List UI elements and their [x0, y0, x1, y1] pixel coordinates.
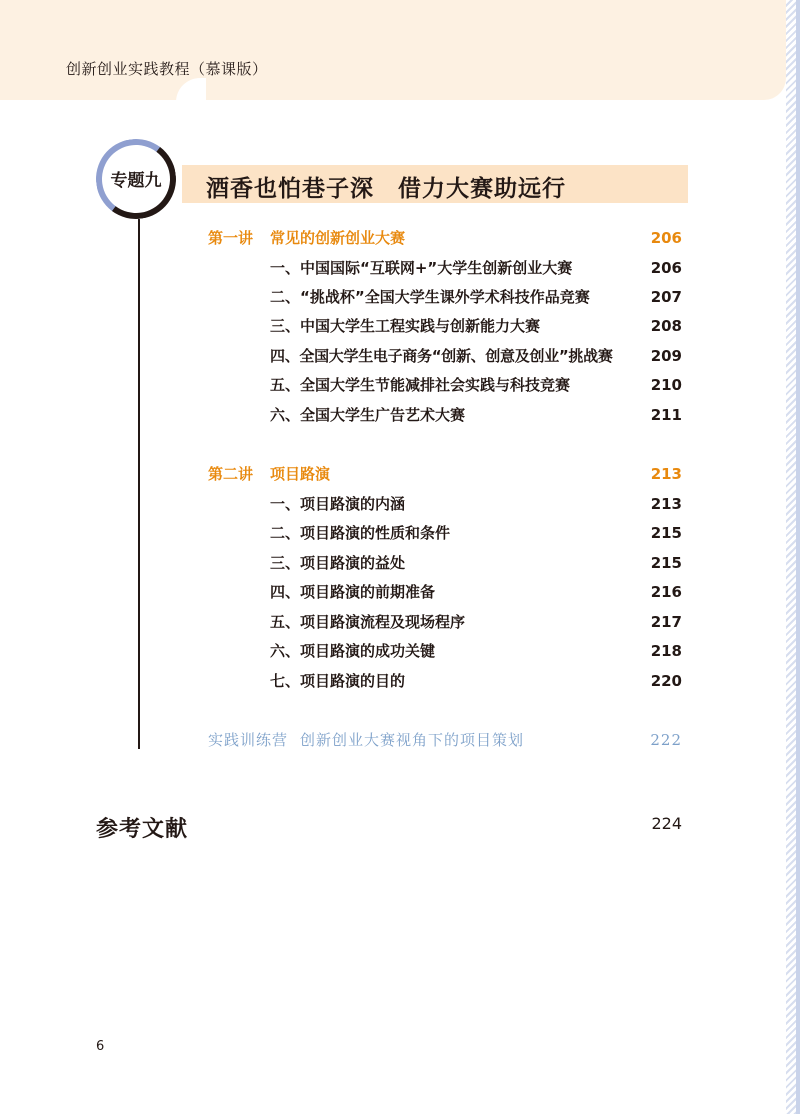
- chapter-label: 专题九: [110, 171, 162, 191]
- practice-label: 实践训练营: [208, 731, 289, 749]
- toc-item[interactable]: [0, 580, 800, 604]
- lecture-page: 213: [650, 465, 682, 483]
- toc-item-text: 五、全国大学生节能减排社会实践与科技竞赛: [270, 376, 571, 394]
- toc-item-text: 三、项目路演的益处: [270, 554, 406, 572]
- toc-item-page: 211: [650, 406, 682, 424]
- toc-item-page: 215: [650, 524, 682, 542]
- toc-item[interactable]: [0, 669, 800, 693]
- toc-item[interactable]: [0, 551, 800, 575]
- toc-item-text: 二、“挑战杯”全国大学生课外学术科技作品竞赛: [270, 288, 590, 306]
- toc-item-page: 217: [650, 613, 682, 631]
- references-title[interactable]: 参考文献: [96, 817, 189, 842]
- toc-item-page: 208: [650, 317, 682, 335]
- toc-item[interactable]: [0, 344, 800, 368]
- toc-item-text: 一、中国国际“互联网+”大学生创新创业大赛: [270, 259, 573, 277]
- lecture-title: 项目路演: [270, 465, 331, 483]
- toc-item-page: 210: [650, 376, 682, 394]
- toc-item-page: 213: [650, 495, 682, 513]
- toc-item[interactable]: [0, 314, 800, 338]
- toc-item[interactable]: [0, 521, 800, 545]
- references-page: 224: [651, 814, 682, 833]
- lecture-number: 第一讲: [208, 229, 254, 247]
- lecture-title: 常见的创新创业大赛: [270, 229, 406, 247]
- toc-item-text: 二、项目路演的性质和条件: [270, 524, 451, 542]
- toc-item-text: 四、全国大学生电子商务“创新、创意及创业”挑战赛: [270, 347, 613, 365]
- page-number: 6: [96, 1039, 105, 1054]
- toc-item-text: 七、项目路演的目的: [270, 672, 406, 690]
- lecture-page: 206: [650, 229, 682, 247]
- toc-item-page: 207: [650, 288, 682, 306]
- toc-lecture-2[interactable]: [0, 462, 800, 486]
- toc-item[interactable]: [0, 403, 800, 427]
- toc-item-page: 206: [650, 259, 682, 277]
- toc-item-text: 一、项目路演的内涵: [270, 495, 406, 513]
- toc-item-page: 220: [650, 672, 682, 690]
- lecture-number: 第二讲: [208, 465, 254, 483]
- header-band: [0, 0, 786, 100]
- toc-item[interactable]: [0, 492, 800, 516]
- toc-item[interactable]: [0, 373, 800, 397]
- toc-item[interactable]: [0, 256, 800, 280]
- book-title: 创新创业实践教程（慕课版）: [66, 60, 268, 78]
- toc-item-page: 216: [650, 583, 682, 601]
- toc-item[interactable]: [0, 639, 800, 663]
- toc-item-text: 四、项目路演的前期准备: [270, 583, 436, 601]
- toc-item[interactable]: [0, 610, 800, 634]
- toc-practice[interactable]: [0, 728, 800, 752]
- toc-lecture-1[interactable]: [0, 226, 800, 250]
- toc-item-page: 209: [650, 347, 682, 365]
- chapter-title: 酒香也怕巷子深 借力大赛助远行: [206, 176, 566, 202]
- practice-title: 创新创业大赛视角下的项目策划: [300, 731, 525, 749]
- toc-item-text: 五、项目路演流程及现场程序: [270, 613, 466, 631]
- toc-item[interactable]: [0, 285, 800, 309]
- practice-page: 222: [650, 731, 682, 749]
- toc-item-page: 215: [650, 554, 682, 572]
- toc-item-page: 218: [650, 642, 682, 660]
- toc-item-text: 六、全国大学生广告艺术大赛: [270, 406, 466, 424]
- toc-item-text: 六、项目路演的成功关键: [270, 642, 436, 660]
- toc-item-text: 三、中国大学生工程实践与创新能力大赛: [270, 317, 541, 335]
